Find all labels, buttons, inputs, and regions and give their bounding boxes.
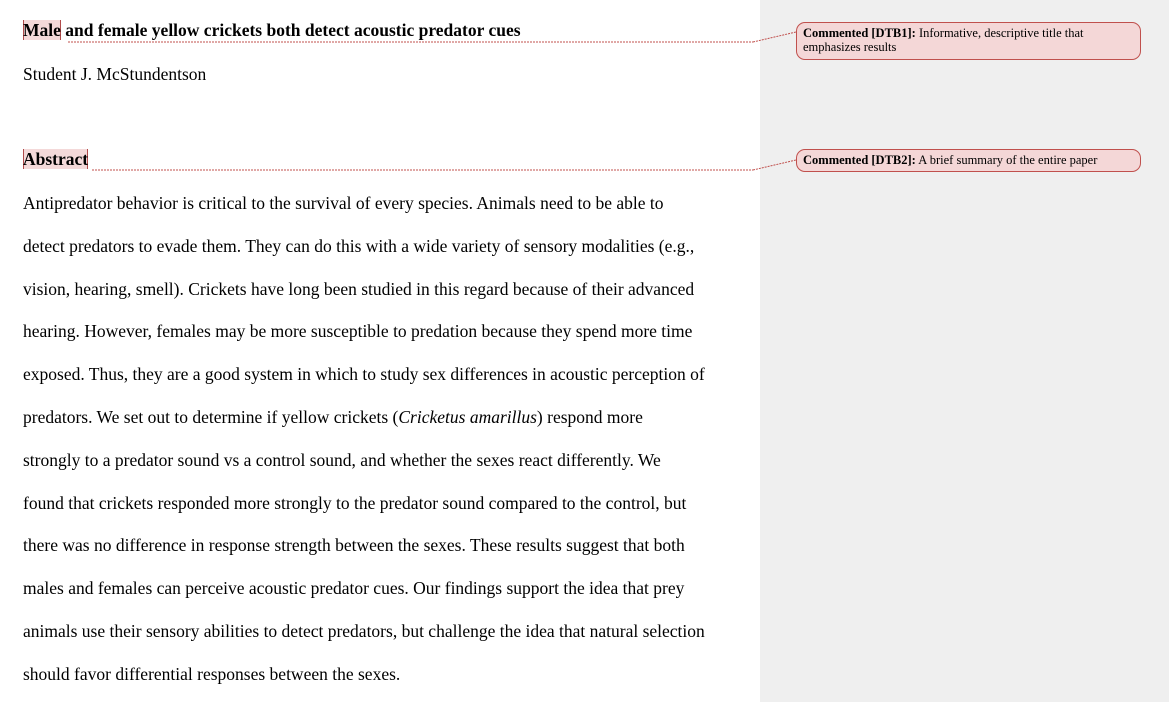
abstract-line-start: predators. We set out to determine if yellow crickets ( [23, 406, 399, 427]
abstract-line: Antipredator behavior is critical to the survival of every species. Animals need to be able to [23, 193, 664, 213]
comment-label: Commented [DTB2]: [803, 153, 916, 167]
comment-text: Informative, descriptive title that emphasizes results [803, 26, 1084, 54]
abstract-comment-anchor[interactable]: Abstract [23, 149, 89, 169]
comment-balloon-dtb2[interactable] [796, 149, 1141, 172]
abstract-line: vision, hearing, smell). Crickets have long been studied in this regard because of their advanced [23, 278, 695, 299]
comment-balloon-dtb1[interactable] [796, 22, 1141, 60]
abstract-line: hearing. However, females may be more susceptible to predation because they spend more time [23, 321, 693, 342]
species-name: Cricketus amarillus [398, 406, 537, 427]
abstract-line: strongly to a predator sound vs a control sound, and whether the sexes react differently. We [23, 449, 661, 470]
title-comment-anchor[interactable]: Male [23, 20, 61, 40]
abstract-line: males and females can perceive acoustic predator cues. Our findings support the idea that prey [23, 578, 685, 599]
title-comment-leader [753, 32, 796, 42]
abstract-line: found that crickets responded more strongly to the predator sound compared to the control, but [23, 492, 687, 513]
abstract-line: should favor differential responses between the sexes. [23, 663, 401, 684]
title-text: and female yellow crickets both detect acoustic predator cues [60, 20, 521, 40]
comment-text: A brief summary of the entire paper [915, 153, 1098, 167]
abstract-line: animals use their sensory abilities to detect predators, but challenge the idea that natural selection [23, 620, 705, 641]
author-name: Student J. McStundentson [23, 64, 207, 84]
abstract-line: exposed. Thus, they are a good system in which to study sex differences in acoustic perception of [23, 364, 705, 385]
abstract-line: detect predators to evade them. They can do this with a wide variety of sensory modalities (e.g., [23, 235, 695, 256]
comment-label: Commented [DTB1]: [803, 26, 916, 40]
abstract-line-end: ) respond more [536, 406, 643, 427]
abstract-comment-leader [753, 160, 796, 170]
abstract-line: there was no difference in response strength between the sexes. These results suggest that both [23, 535, 685, 556]
